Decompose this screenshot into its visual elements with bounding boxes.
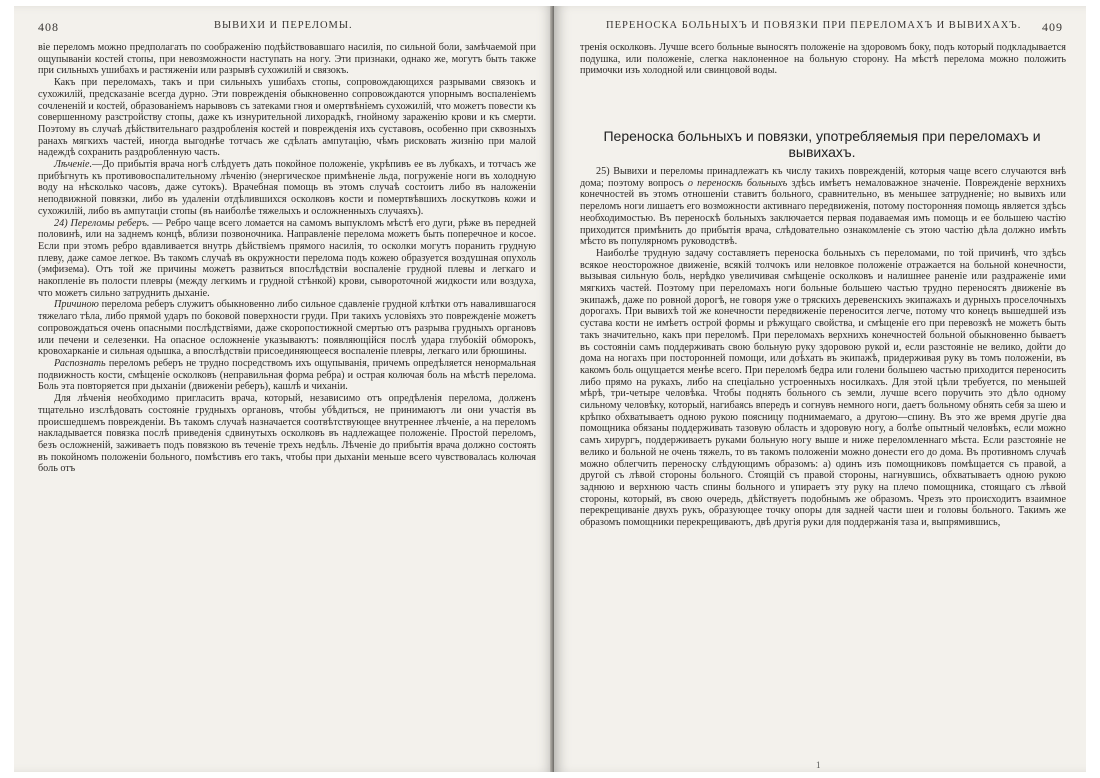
top-paragraph-text: тренія осколковъ. Лучше всего больные выносятъ положеніе на здоровомъ боку, подъ который подкладывается подушка, или положеніе, слегка наклоненное на больную сторону. На мѣстѣ перелома можно положить примочки изъ холодной или свинцовой воды.	[580, 42, 1066, 77]
book-spread	[14, 6, 1086, 772]
paragraph	[38, 393, 536, 475]
page-bottom-mark: 1	[816, 760, 821, 770]
paragraph	[38, 159, 536, 218]
paragraph	[580, 166, 1066, 248]
paragraph	[580, 248, 1066, 529]
paragraph-lead: 24) Переломы реберъ.	[54, 217, 150, 229]
paragraph-text: Какъ при переломахъ, такъ и при сильныхъ ушибахъ стопы, сопровождающихся разрывами связокъ и сухожилій, предсказаніе всегда дурно. Эти поврежденія обыкновенно сопровождаются упорнымъ воспаленіемъ сочлененій и костей, образованіемъ нарывовъ съ затеками гноя и омертвѣніемъ сухожилій, что можетъ повести къ совершенному разстройству стопы, даже къ изнурительной лихорадкѣ, гнойному зараженію крови и къ смерти. Поэтому въ случаѣ дѣйствительнаго раздробленія костей и поврежденія ихъ суставовъ, особенно при сквозныхъ ранахъ мягкихъ частей, иногда выгоднѣе тотчасъ же сдѣлать ампутацію, чѣмъ рисковать жизнію при малой надеждѣ сохранить раздробленную часть.	[38, 77, 536, 159]
paragraph	[38, 42, 536, 77]
paragraph-lead: Распознать	[54, 357, 106, 369]
right-top-paragraph	[580, 42, 1066, 77]
right-body-text	[580, 166, 1066, 529]
paragraph	[38, 77, 536, 159]
paragraph-text: —До прибытія врача ногѣ слѣдуетъ дать покойное положеніе, укрѣпивъ ее въ лубкахъ, и тотчасъ же прибѣгнуть къ противовоспалительному лѣченію (энергическое примѣненіе льда, погруженіе ноги въ холодную воду на нѣсколько часовъ, даже сутокъ). Врачебная помощь въ этомъ случаѣ состоитъ либо въ наложеніи неподвижной повязки, либо въ удаленіи отдѣлившихся осколковъ кости и помертвѣвшихъ лоскутковъ кожи и сухожилій, либо въ ампутаціи стопы (въ наиболѣе тяжелыхъ и осложненныхъ случаяхъ).	[38, 159, 536, 217]
paragraph-text: Наиболѣе трудную задачу составляетъ переноска больныхъ съ переломами, по той причинѣ, что здѣсь всякое неосторожное движеніе, всякій толчокъ или неловкое положеніе отражается на больной конечности, вызывая сильную боль, нерѣдко увеличивая смѣщеніе осколковъ и налишнее раненіе или раздраженіе ими мягкихъ частей. Поэтому при переломахъ ноги больные большею частью трудно переносятъ движеніе въ экипажѣ, даже по ровной дорогѣ, не говоря уже о тряскихъ деревенскихъ экипажахъ и дурныхъ проселочныхъ дорогахъ. При вывихѣ той же конечности передвиженіе переносится легче, потому что конецъ вышедшей изъ сустава кости не имѣетъ острой формы и рѣжущаго свойства, и смѣщеніе его при перевозкѣ не можетъ быть такъ значительно, какъ при переломѣ. При переломахъ верхнихъ конечностей больной обыкновенно бываетъ въ состояніи самъ поддерживать свою больную руку здоровою рукой и, если разстояніе не велико, дойти до дома на ногахъ при посторонней помощи, или доѣхать въ экипажѣ, придерживая руку въ томъ положеніи, въ какомъ боль ощущается менѣе всего. При переломѣ бедра или голени большею частью приходится переносить либо прямо на рукахъ, либо на спеціально устроенныхъ носилкахъ. Для этой цѣли требуется, по меньшей мѣрѣ, три-четыре человѣка. Чтобы поднять больного съ земли, лучше всего поручить это дѣло одному сильному человѣку, который, нагибаясь впередъ и согнувъ немного ноги, даетъ больному обнять себя за шею и крѣпко обхватываетъ одною рукою поясницу поднимаемаго, а другою—спину. Въ это же время другіе два помощника обязаны поддерживать тазовую область и здоровую ногу, а болѣе опытный человѣкъ, если можно самъ хирургъ, поддерживаетъ руками больную ногу выше и ниже переломленнаго мѣста. Если разстояніе не велико и больной не очень тяжелъ, то въ такомъ положеніи можно донести его до дома. Въ противномъ случаѣ можно облегчить переноску слѣдующимъ образомъ: а) одинъ изъ помощниковъ помѣщается съ правой, а другой съ лѣвой стороны больного. Стоящій съ правой стороны, нагнувшись, обхватываетъ одною рукою заднюю и верхнюю часть спины больного и упираетъ эту руку на плечо помощника, стоящаго съ лѣвой стороны, который, въ свою очередь, дѣйствуетъ подобнымъ же образомъ. Чрезъ это происходитъ взаимное перекрещиваніе двухъ рукъ, образующее точку опоры для задней части шеи и головы больного. Такимъ же образомъ помощники перекрещиваютъ, двѣ другія руки для поддержанія таза и, выпрямившись,	[580, 247, 1066, 529]
paragraph-text: перелома реберъ служитъ обыкновенно либо сильное сдавленіе грудной клѣтки отъ навалившагося тяжелаго тѣла, либо прямой ударъ по боковой поверхности груди. При такихъ условіяхъ это поврежденіе можетъ сопровождаться очень опасными послѣдствіями, даже скоропостижной смертью отъ разрыва грудныхъ органовъ или печени и селезенки. На опасное осложненіе указываютъ: появляющійся послѣ удара глубокій обморокъ, кровохарканіе и сильная одышка, а впослѣдствіи присоединяющееся воспаленіе плевры, легкаго или брюшины.	[38, 299, 536, 358]
right-page-number: 409	[1042, 20, 1063, 34]
paragraph-emphasis: о переноскѣ больныхъ	[687, 177, 788, 189]
paragraph-lead: 25) Вывихи и переломы принадлежатъ къ числу такихъ поврежденій, которыя чаще всего случаются внѣ дома; поэтому вопросъ	[580, 166, 1066, 189]
paragraph	[38, 358, 536, 393]
paragraph-text: — Ребро чаще всего ломается на самомъ выпукломъ мѣстѣ его дуги, рѣже въ передней половинѣ, или на заднемъ концѣ, вблизи позвоночника. Направленіе перелома можетъ быть поперечное и косое. Если при этомъ ребро вдавливается внутрь дѣйствіемъ прямого насилія, то осколки могутъ поранить грудную плеву, даже самое легкое. Въ такомъ случаѣ въ окружности перелома подъ кожею образуется воздушная опухоль (эмфизема). Отъ той же причины можетъ развиться впослѣдствіи воспаленіе грудной плевы и легкаго и накопленіе въ полости плевры (между легкимъ и грудной стѣнкой) крови, сывороточной жидкости или воздуха, что можетъ сильно затруднить дыханіе.	[38, 217, 536, 299]
left-page	[14, 6, 554, 772]
paragraph-lead: Лѣченіе.	[54, 159, 93, 171]
left-page-number: 408	[38, 20, 59, 34]
right-running-header: ПЕРЕНОСКА БОЛЬНЫХЪ И ПОВЯЗКИ ПРИ ПЕРЕЛОМАХЪ И ВЫВИХАХЪ.	[606, 20, 1022, 31]
paragraph	[38, 218, 536, 300]
right-page	[554, 6, 1086, 772]
paragraph-text: віе переломъ можно предполагать по соображенію подѣйствовавшаго насилія, по сильной боли, замѣчаемой при ощупываніи костей стопы, при невозможности наступать на ногу. Эти признаки, однако же, могутъ быть также при сильныхъ ушибахъ и растяженіи или разрывѣ сухожилій и связокъ.	[38, 42, 536, 77]
paragraph	[38, 299, 536, 358]
left-body-text	[38, 42, 536, 475]
section-title: Переноска больныхъ и повязки, употребляемыя при переломахъ и вывихахъ.	[603, 128, 1041, 160]
paragraph-text: здѣсь имѣетъ немаловажное значеніе. Поврежденіе верхнихъ конечностей въ этомъ отношеніи ставитъ больного, сравнительно, въ меньшее затрудненіе; но вывихъ или переломъ ноги лишаетъ его возможности активнаго передвиженія, потому посторонняя помощь является здѣсь необходимостью. Въ переноскѣ больныхъ заключается первая подаваемая имъ помощь и ее большею частію приходится примѣнить до прибытія врача, слѣдовательно ознакомленіе съ этою частію дѣла должно имѣть мѣсто въ популярномъ руководствѣ.	[580, 177, 1066, 248]
left-running-header: ВЫВИХИ И ПЕРЕЛОМЫ.	[214, 20, 353, 31]
paragraph-lead: Причиною	[54, 299, 99, 311]
paragraph-text: переломъ реберъ не трудно посредствомъ ихъ ощупыванія, причемъ опредѣляется ненормальная подвижность кости, смѣщеніе осколковъ (неправильная форма ребра) и острая колючая боль на мѣстѣ перелома. Боль эта повторяется при дыханіи (движеніи реберъ), кашлѣ и чиханіи.	[38, 357, 536, 393]
paragraph-text: Для лѣченія необходимо пригласить врача, который, независимо отъ опредѣленія перелома, долженъ тщательно изслѣдовать состояніе грудныхъ органовъ, чтобы убѣдиться, не принимаютъ ли они участія въ происшедшемъ поврежденіи. Въ такомъ случаѣ назначается соотвѣтствующее внутреннее лѣченіе, а на переломъ накладывается повязка послѣ приведенія сдвинутыхъ осколковъ въ надлежащее положеніе. Простой переломъ, безъ осложненій, заживаетъ подъ повязкою въ теченіе трехъ недѣль. Лѣченіе до прибытія врача должно состоять въ покойномъ положеніи больного, помѣстивъ его такъ, чтобы при дыханіи меньше всего чувствовалась колючая боль отъ	[38, 393, 536, 475]
